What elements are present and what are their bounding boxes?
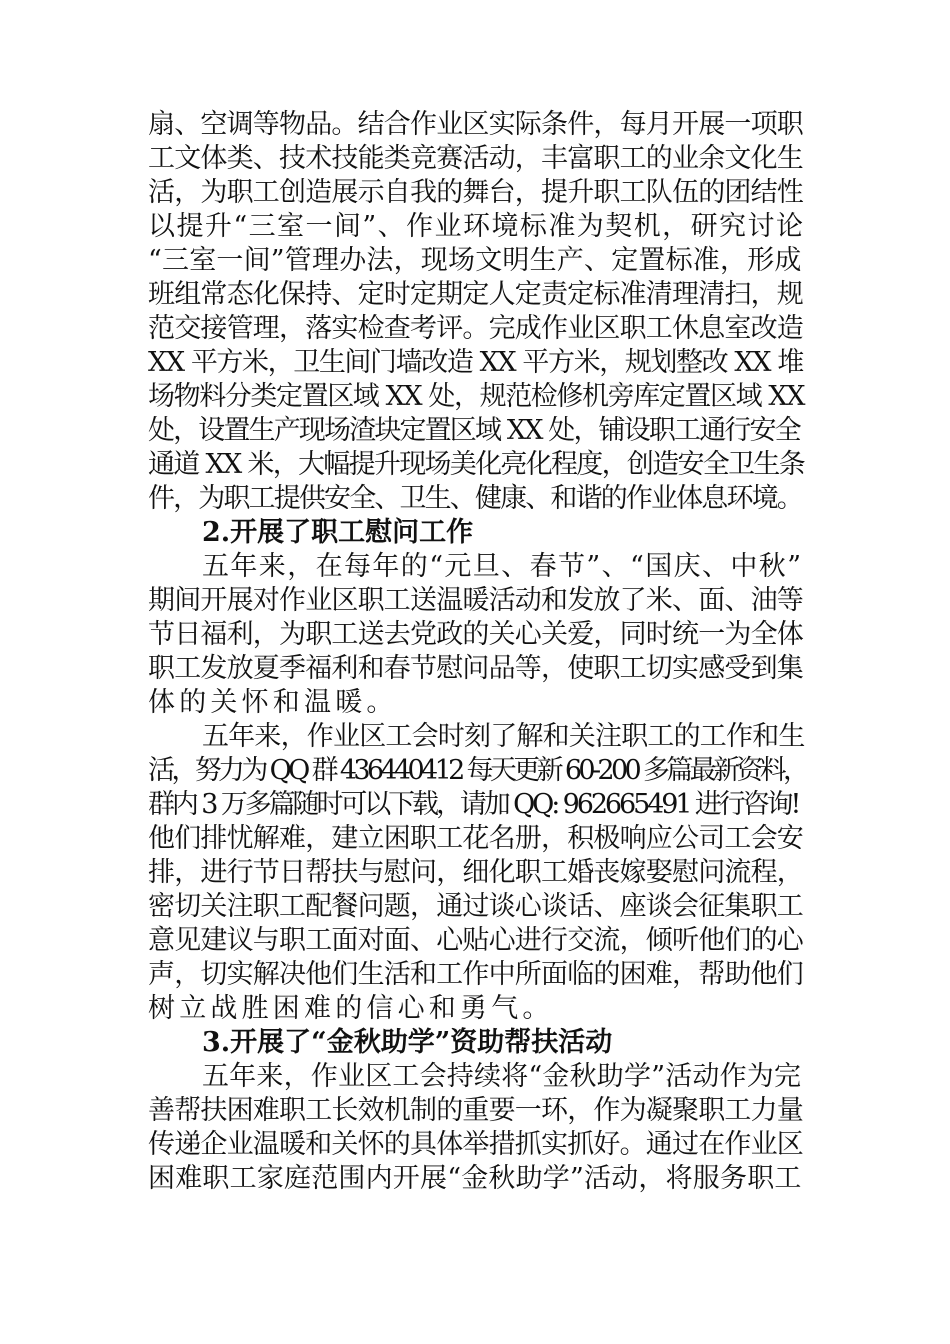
para3-line-3: 群内 3 万多篇随时可以下载，请加 QQ: 962665491 进行咨询! xyxy=(148,789,799,820)
section-heading-3: 3.开展了“金秋助学”资助帮扶活动 xyxy=(202,1027,613,1058)
para4-line-3: 传递企业温暖和关怀的具体举措抓实抓好。通过在作业区 xyxy=(148,1129,803,1160)
para2-line-4: 职工发放夏季福利和春节慰问品等，使职工切实感受到集 xyxy=(148,653,803,684)
para1-line-6: 班组常态化保持、定时定期定人定责定标准清理清扫，规 xyxy=(148,279,803,310)
para1-line-2: 工文体类、技术技能类竞赛活动，丰富职工的业余文化生 xyxy=(148,143,803,174)
para1-line-1: 扇、空调等物品。结合作业区实际条件，每月开展一项职 xyxy=(148,109,803,140)
para1-line-11: 通道 XX 米，大幅提升现场美化亮化程度，创造安全卫生条 xyxy=(148,449,805,480)
para3-line-5: 排，进行节日帮扶与慰问，细化职工婚丧嫁娶慰问流程， xyxy=(148,857,803,888)
para3-line-2: 活，努力为 QQ 群 436440412 每天更新 60-200 多篇最新资料， xyxy=(148,755,807,786)
para3-line-8: 声，切实解决他们生活和工作中所面临的困难，帮助他们 xyxy=(148,959,803,990)
para2-line-2: 期间开展对作业区职工送温暖活动和发放了米、面、油等 xyxy=(148,585,803,616)
para4-line-2: 善帮扶困难职工长效机制的重要一环，作为凝聚职工力量 xyxy=(148,1095,803,1126)
para4-line-1: 五年来，作业区工会持续将“金秋助学”活动作为完 xyxy=(202,1061,802,1092)
para3-line-6: 密切关注职工配餐问题，通过谈心谈话、座谈会征集职工 xyxy=(148,891,803,922)
para1-line-5: “三室一间”管理办法，现场文明生产、定置标准，形成 xyxy=(148,245,802,276)
para1-line-4: 以提升“三室一间”、作业环境标准为契机，研究讨论 xyxy=(148,211,805,242)
para1-line-9: 场物料分类定置区域 XX 处，规范检修机旁库定置区域 XX xyxy=(148,381,805,412)
section-heading-2: 2.开展了职工慰问工作 xyxy=(202,517,474,548)
para3-line-1: 五年来，作业区工会时刻了解和关注职工的工作和生 xyxy=(202,721,805,752)
para4-line-4: 困难职工家庭范围内开展“金秋助学”活动，将服务职工 xyxy=(148,1163,802,1194)
para1-line-10: 处，设置生产现场渣块定置区域 XX 处，铺设职工通行安全 xyxy=(148,415,800,446)
para2-line-5: 体的关怀和温暖。 xyxy=(148,687,398,718)
para3-line-7: 意见建议与职工面对面、心贴心进行交流，倾听他们的心 xyxy=(148,925,803,956)
para1-line-8: XX 平方米，卫生间门墙改造 XX 平方米，规划整改 XX 堆 xyxy=(148,347,803,378)
para1-line-3: 活，为职工创造展示自我的舞台，提升职工队伍的团结性 xyxy=(148,177,803,208)
para1-line-12: 件，为职工提供安全、卫生、健康、和谐的作业体息环境。 xyxy=(148,483,802,514)
para2-line-1: 五年来，在每年的“元旦、春节”、“国庆、中秋” xyxy=(202,551,803,582)
para1-line-7: 范交接管理，落实检查考评。完成作业区职工休息室改造 xyxy=(148,313,803,344)
para3-line-4: 他们排忧解难，建立困职工花名册，积极响应公司工会安 xyxy=(148,823,803,854)
para2-line-3: 节日福利，为职工送去党政的关心关爱，同时统一为全体 xyxy=(148,619,803,650)
para3-line-9: 树立战胜困难的信心和勇气。 xyxy=(148,993,554,1024)
